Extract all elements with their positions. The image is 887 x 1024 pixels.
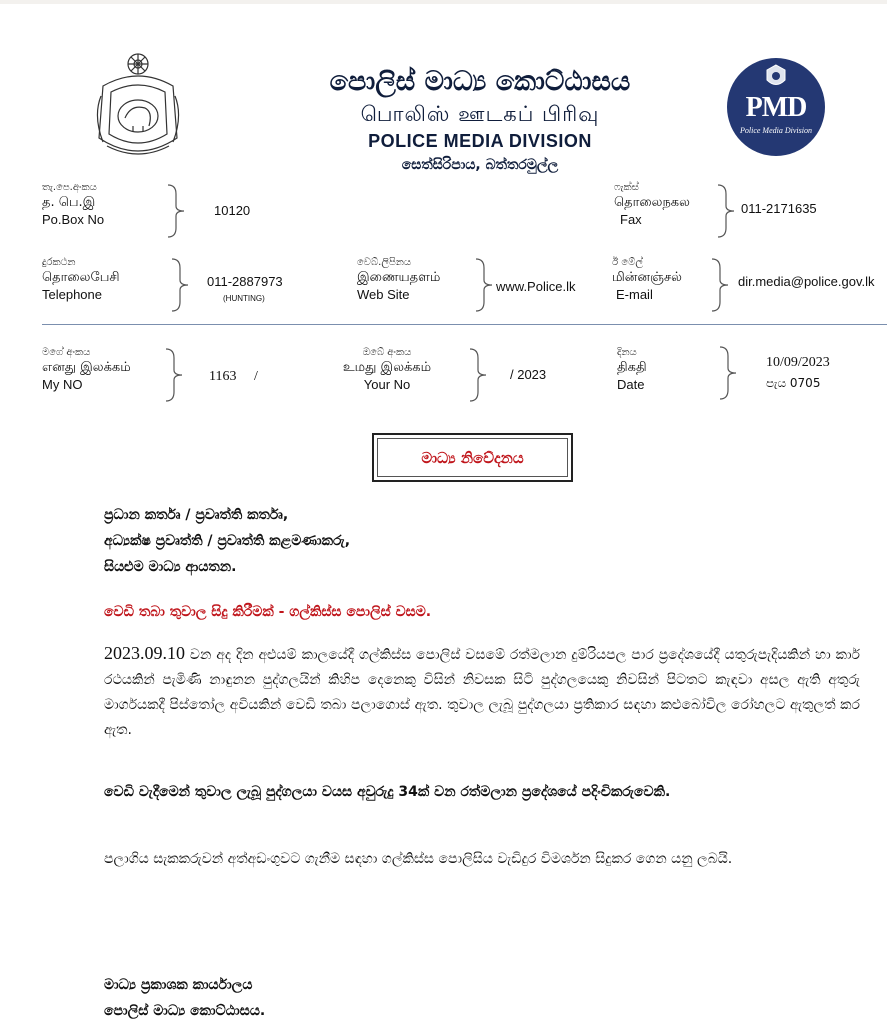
pobox-label-si: තැ.පෙ.අංකය [42,182,97,193]
brace-icon [710,258,732,312]
fax-value: 011-2171635 [741,201,817,216]
paragraph-3: පලාගිය සැකකරුවන් අත්අඩංගුවට ගැනීම සඳහා ගල්කිස්ස පොලිසිය වැඩිදුර විමර්ශන සිදුකර ගෙන යනු ලබයි. [104,851,733,867]
pmd-logo [727,58,825,156]
email-label-si: ඊ මේල් [612,257,643,268]
fax-label-ta: தொலைநகல [614,195,690,210]
your-no-label-group [327,347,447,393]
brace-icon [474,258,496,312]
email-link[interactable]: dir.media@police.gov.lk [738,274,875,289]
fax-label-en: Fax [620,212,642,227]
telephone-label-group [42,257,120,303]
incident-date: 2023.09.10 [104,643,185,663]
addressee-line: ප්‍රධාන කර්තෘ / ප්‍රවෘත්ති කර්තෘ, [104,507,289,523]
brace-icon [170,258,192,312]
date-label-en: Date [617,377,645,392]
my-no-label-en: My NO [42,377,83,392]
divider-line [42,324,887,325]
police-emblem-icon [93,46,183,164]
telephone-label-si: දුරකථන [42,257,76,268]
brace-icon [166,184,188,238]
pobox-label-group [42,182,104,228]
my-no-label-group [42,347,131,393]
header-title-tamil: பொலிஸ் ஊடகப் பிரிவு [360,102,600,126]
brace-icon [468,348,490,402]
telephone-label-ta: தொலைபேசி [42,270,120,285]
my-no-label-ta: எனது இலக்கம் [42,360,131,375]
pmd-logo-subtitle: Police Media Division [740,126,812,135]
brace-icon [716,184,738,238]
signature-line: මාධ්‍ය ප්‍රකාශක කාර්යාලය [104,977,253,993]
media-release-title: මාධ්‍ය නිවේදනය [377,438,568,477]
your-no-label-si: ඔබේ අංකය [362,347,412,358]
website-link[interactable]: www.Police.lk [496,279,576,294]
telephone-value: 011-2887973 [207,274,283,289]
pobox-label-en: Po.Box No [42,212,105,227]
date-label-ta: திகதி [617,360,647,375]
website-label-si: වෙබ්.ලිපිනය [357,257,412,268]
pobox-label-ta: த. பெ.இ [42,195,96,210]
website-label-group [357,257,440,303]
my-no-slash: / [254,369,258,384]
time-value: පැය 0705 [766,376,821,390]
my-no-label-si: මගේ අංකය [42,347,91,358]
header-address: සෙත්සිරිපාය, බත්තරමුල්ල [401,157,559,173]
email-label-en: E-mail [616,287,653,302]
email-label-group [612,257,682,303]
date-value: 10/09/2023 [766,355,830,370]
addressee-list [104,502,350,580]
fax-label-si: ෆැක්ස් [614,182,639,193]
fax-label-group [614,182,690,228]
your-no-value: / 2023 [510,367,547,382]
paragraph-2: වෙඩි වැදීමෙන් තුවාල ලැබූ පුද්ගලයා වයස අවුරුදු 34ක් වන රත්මලාන ප්‍රදේශයේ පදිංචිකරුවෙකි. [104,784,671,800]
top-strip [0,0,887,4]
website-label-en: Web Site [357,287,410,302]
my-no-value: 1163 [209,369,237,384]
media-release-title-box [372,433,573,482]
signature-block [104,972,265,1024]
website-label-ta: இணையதளம் [357,270,441,285]
paragraph-1 [104,641,860,743]
your-no-label-en: Your No [363,377,411,392]
badge-icon [765,64,787,90]
brace-icon [718,346,740,400]
header-title-sinhala: පොලිස් මාධ්‍ය කොට්ඨාසය [329,66,631,97]
telephone-label-en: Telephone [42,287,102,302]
pmd-logo-text: PMD [745,92,807,123]
news-headline: වෙඩි තබා තුවාල සිදු කිරීමක් - ගල්කිස්ස පොලිස් වසම. [104,604,432,620]
date-label-group [617,347,647,393]
addressee-line: සියළුම මාධ්‍ය ආයතන. [104,559,237,575]
header-title-english: POLICE MEDIA DIVISION [368,131,592,151]
date-label-si: දිනය [617,347,637,358]
your-no-label-ta: உமது இலக்கம் [342,360,432,375]
signature-line: පොලිස් මාධ්‍ය කොට්ඨාසය. [104,1003,266,1019]
telephone-note: (HUNTING) [223,294,265,303]
email-label-ta: மின்னஞ்சல் [612,270,682,285]
pobox-value: 10120 [214,203,251,218]
paragraph-1-text: වන අද දින අළුයම් කාලයේදී ගල්කිස්ස පොලිස් වසමේ රත්මලාන දුම්රියපල පාර ප්‍රදේශයේදී යතුරුපැදියකින් හා කාර් රථයකින් පැමිණි නාඳුනන පුද්ගලයින් කිහිප දෙනෙකු විසින් නිවසක සිටි පුද්ගලයෙකු නිවසින් පිටතට කැඳවා අසල ඇති අතුරු මාර්ගයකදී පිස්තෝල අවියකින් වෙඩි තබා පලාගොස් ඇත. තුවාල ලැබූ පුද්ගලයා ප්‍රතිකාර සඳහා කළුබෝවිල රෝහලට ඇතුලත් කර ඇත. [104,647,861,738]
brace-icon [164,348,186,402]
addressee-line: අධ්‍යක්ෂ ප්‍රවෘත්ති / ප්‍රවෘත්ති කළමණාකරු, [104,533,351,549]
